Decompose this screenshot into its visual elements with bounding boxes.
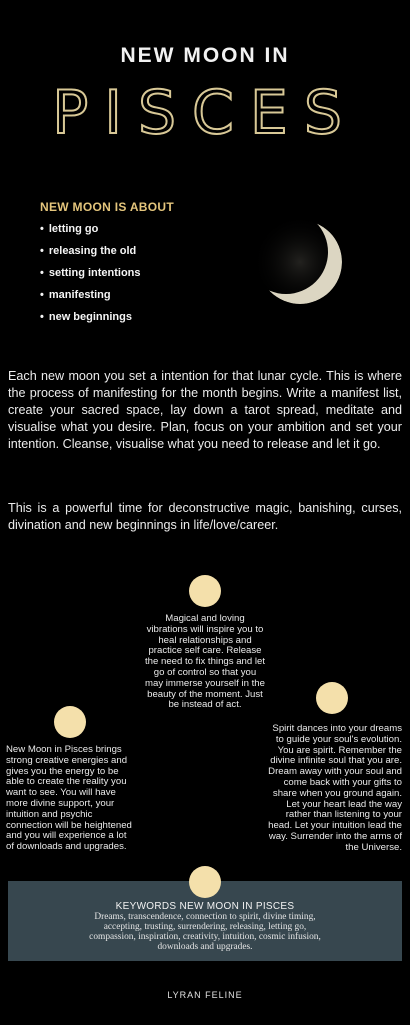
page-title-main: PISCES	[52, 78, 358, 148]
moon-dot-icon	[316, 682, 348, 714]
moon-dot-icon	[189, 575, 221, 607]
point-text-3: Spirit dances into your dreams to guide your soul's evolution. You are spirit. Remember the divine infinite soul that you are. Dream away with your soul and come back with your gifts to share when you ground again. Let your heart lead the way rather than listening to your head. Let your intuition lead the way. Surrender into the arms of the Universe.	[268, 723, 402, 853]
page-title-top: NEW MOON IN	[120, 44, 290, 67]
intro-paragraph-1: Each new moon you set a intention for that lunar cycle. This is where the process of manifesting for the month begins. Write a manifest list, create your sacred space, lay down a tarot spread, meditate and visualise what you desire. Plan, focus on your ambition and set your intention. Cleanse, visualise what you need to release and let it go.	[8, 369, 402, 451]
intro-paragraph-2: This is a powerful time for deconstructive magic, banishing, curses, divination and new beginnings in life/love/career.	[8, 501, 402, 532]
author-credit: LYRAN FELINE	[167, 990, 243, 1000]
keywords-text: Dreams, transcendence, connection to spirit, divine timing, accepting, trusting, surrendering, releasing, letting go, compassion, inspiration, creativity, intuition, cosmic infusion, downloads and upgrades.	[89, 912, 321, 952]
keywords-title: KEYWORDS NEW MOON IN PISCES	[115, 901, 295, 912]
about-list	[40, 222, 141, 332]
about-item: • letting go	[40, 222, 141, 244]
point-text-2: New Moon in Pisces brings strong creative energies and gives you the energy to be able to create the reality you want to see. You will have more divine support, your intuition and psychic connection will be heightened and you will experience a lot of downloads and upgrades.	[6, 744, 132, 853]
about-heading: NEW MOON IS ABOUT	[40, 200, 174, 214]
point-text-1: Magical and loving vibrations will inspire you to heal relationships and practice self care. Release the need to fix things and let go of control so that you may immerse yourself in the beauty of the moment. Just be instead of act.	[145, 613, 266, 711]
about-item: • releasing the old	[40, 244, 141, 266]
about-item: • new beginnings	[40, 310, 141, 332]
about-item: • setting intentions	[40, 266, 141, 288]
moon-dot-icon	[54, 706, 86, 738]
moon-dot-icon	[189, 866, 221, 898]
about-item: • manifesting	[40, 288, 141, 310]
crescent-moon-icon	[250, 212, 350, 312]
